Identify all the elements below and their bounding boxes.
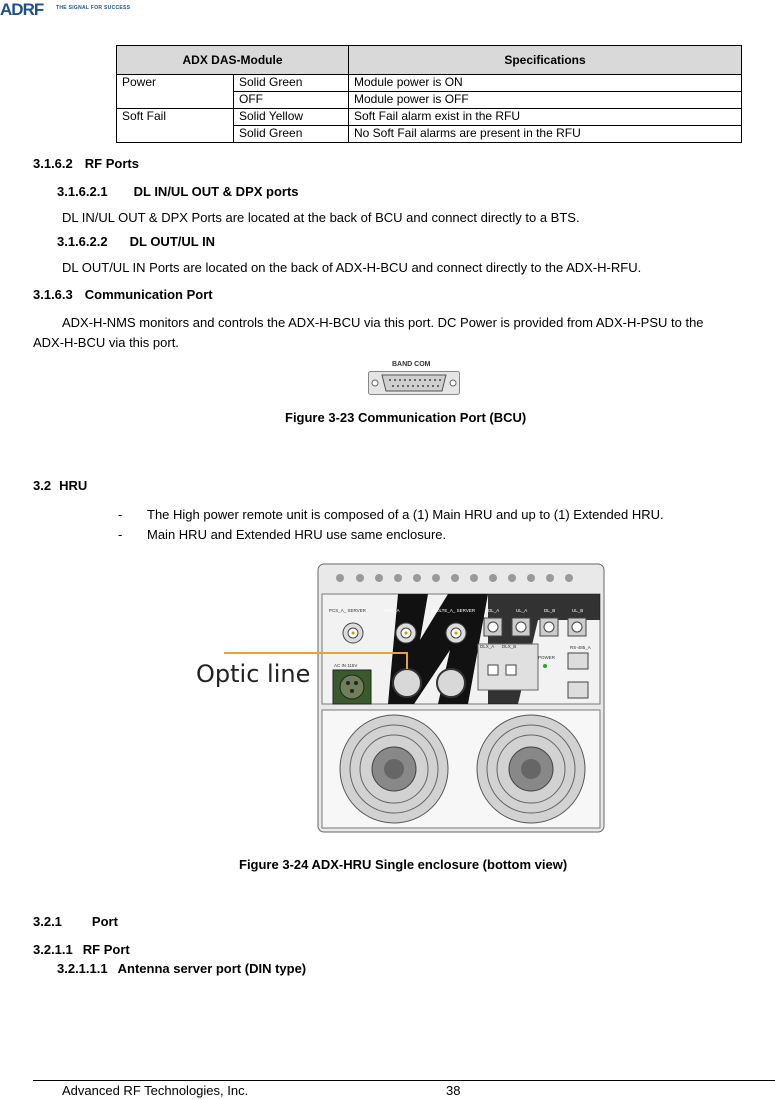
list-item: - <box>118 527 123 542</box>
db-connector-icon <box>368 371 460 395</box>
band-com-connector <box>368 361 460 396</box>
list-item: - <box>118 507 123 522</box>
port-label: UL_B <box>572 608 584 613</box>
fan-icon <box>340 715 448 823</box>
section-heading: 3.2.1.1 RF Port <box>33 942 130 957</box>
logo-text: ADRF <box>0 0 44 19</box>
paragraph: ADX-H-NMS monitors and controls the ADX-H-BCU via this port. DC Power is provided from ADX-H-PSU to the <box>62 315 704 330</box>
list-item: The High power remote unit is composed of a (1) Main HRU and up to (1) Extended HRU. <box>147 507 664 522</box>
paragraph: DL IN/UL OUT & DPX Ports are located at the back of BCU and connect directly to a BTS. <box>62 210 580 225</box>
footer-divider <box>33 1080 775 1081</box>
table-cell: Soft Fail alarm exist in the RFU <box>349 109 742 126</box>
table-row <box>117 75 742 92</box>
ac-label: AC IN 115V <box>334 663 358 668</box>
page-number: 38 <box>446 1083 461 1098</box>
section-heading: 3.1.6.3 Communication Port <box>33 287 213 302</box>
table-cell: Solid Yellow <box>234 109 349 126</box>
port-label: AWS_A <box>384 608 400 613</box>
table-cell: Solid Green <box>234 126 349 143</box>
table-cell: Module power is ON <box>349 75 742 92</box>
port-label: DL_A <box>488 608 500 613</box>
figure-caption: Figure 3-24 ADX-HRU Single enclosure (bottom view) <box>239 857 568 872</box>
port-label: PCS_A_ SERVER <box>329 608 366 613</box>
optic-line-callout: Optic line <box>196 660 311 688</box>
table-cell: OFF <box>234 92 349 109</box>
hru-enclosure-figure <box>188 560 608 835</box>
power-label: POWER <box>538 655 556 660</box>
company-logo <box>0 0 160 26</box>
logo-tagline: THE SIGNAL FOR SUCCESS <box>56 5 131 11</box>
section-heading: 3.2.1 Port <box>33 914 118 929</box>
port-label: DL_B <box>544 608 556 613</box>
port-label: UL_A <box>516 608 528 613</box>
rs485-label: RS-485_A <box>570 645 591 650</box>
footer-company: Advanced RF Technologies, Inc. <box>62 1083 249 1098</box>
table-row <box>117 109 742 126</box>
section-heading: 3.2 HRU <box>33 478 88 493</box>
section-heading: 3.1.6.2.1 DL IN/UL OUT & DPX ports <box>57 184 299 199</box>
dlx-label: DLX_B <box>502 644 517 649</box>
table-cell: Soft Fail <box>117 109 234 143</box>
led-spec-table <box>116 45 742 143</box>
table-cell: No Soft Fail alarms are present in the RFU <box>349 126 742 143</box>
table-cell: Solid Green <box>234 75 349 92</box>
dlx-label: DLX_A <box>480 644 495 649</box>
paragraph: DL OUT/UL IN Ports are located on the back of ADX-H-BCU and connect directly to the ADX-H-RFU. <box>62 260 642 275</box>
port-label: 700LTE_A_ SERVER <box>432 608 476 613</box>
table-cell: Module power is OFF <box>349 92 742 109</box>
figure-caption: Figure 3-23 Communication Port (BCU) <box>285 410 527 425</box>
section-heading: 3.2.1.1.1 Antenna server port (DIN type) <box>57 961 307 976</box>
table-cell: Power <box>117 75 234 109</box>
table-header-specs: Specifications <box>349 46 742 75</box>
section-heading: 3.1.6.2.2 DL OUT/UL IN <box>57 234 216 249</box>
list-item: Main HRU and Extended HRU use same enclosure. <box>147 527 447 542</box>
fan-icon <box>477 715 585 823</box>
table-header-module: ADX DAS-Module <box>117 46 349 75</box>
paragraph: ADX-H-BCU via this port. <box>33 335 179 350</box>
section-heading: 3.1.6.2 RF Ports <box>33 156 139 171</box>
band-com-label: BAND COM <box>392 361 431 368</box>
